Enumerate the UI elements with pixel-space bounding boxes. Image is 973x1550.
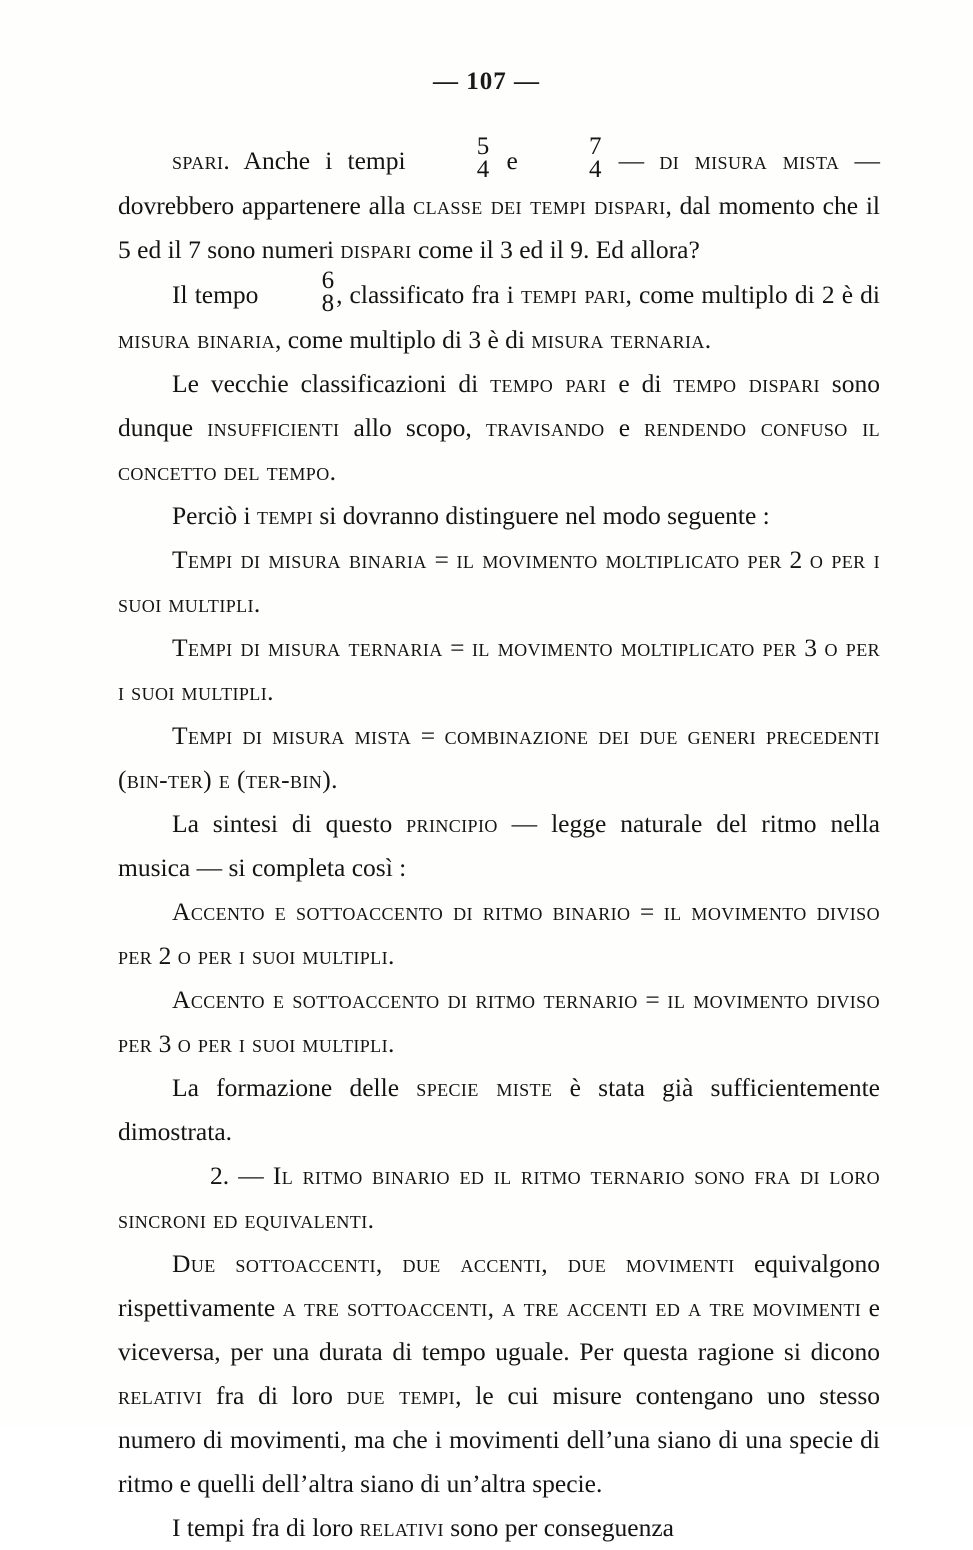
text-run: e di — [606, 369, 674, 398]
small-caps-run: principio — [406, 809, 498, 838]
text-run: allo scopo, — [339, 413, 486, 442]
text-run: = — [442, 633, 473, 662]
small-caps-run: tempi pari — [521, 279, 626, 309]
text-run: Il tempo — [172, 279, 266, 309]
small-caps-run: specie miste — [416, 1073, 553, 1102]
paragraph — [118, 1242, 880, 1506]
small-caps-run: il movimento moltiplicato per — [472, 633, 797, 662]
text-run: = — [637, 985, 668, 1014]
text-run: = — [411, 721, 445, 750]
small-caps-run: rendendo confuso il concetto del tempo — [118, 413, 881, 486]
fraction-denominator: 8 — [321, 290, 335, 317]
text-run: , dal momento che il 5 ed il 7 sono numeri — [118, 191, 881, 264]
small-caps-run: di misura mista — [659, 145, 840, 175]
text-run: 2 — [152, 941, 178, 970]
text-run: , classificato fra i — [336, 279, 522, 309]
paragraph — [118, 538, 880, 626]
text-run: — legge naturale del ritmo nella musica — si completa così : — [118, 809, 880, 882]
text-run: e viceversa, per una durata di tempo uguale. Per questa ragione si dicono — [118, 1293, 880, 1366]
text-run: è stata già sufficientemente dimostrata. — [118, 1073, 880, 1146]
small-caps-run: combinazione dei due generi precedenti (bin-ter) e (ter-bin) — [118, 721, 880, 794]
small-caps-run: Tempi di misura mista — [172, 721, 412, 750]
text-run: e — [491, 145, 533, 175]
small-caps-run: travisando — [485, 413, 605, 442]
small-caps-run: Il ritmo binario ed il ritmo ternario sono fra di loro sincroni ed equivalenti — [118, 1161, 880, 1234]
time-signature-fraction — [268, 267, 335, 317]
small-caps-run: dispari — [340, 235, 412, 264]
text-run: = — [630, 897, 664, 926]
small-caps-run: a tre sottoaccenti, a tre accenti ed a tre movimenti — [282, 1293, 862, 1322]
text-run: La formazione delle — [172, 1073, 417, 1102]
small-caps-run: tempi — [256, 501, 313, 530]
small-caps-run: misura ternaria — [531, 325, 705, 354]
paragraph — [118, 802, 880, 890]
text-run: 3 — [796, 633, 825, 662]
text-run: sono dunque — [118, 369, 880, 442]
small-caps-run: o per i suoi multipli — [177, 1029, 388, 1058]
small-caps-run: o per i suoi multipli — [118, 545, 880, 618]
text-run: fra di loro — [202, 1381, 347, 1410]
small-caps-run: classe dei tempi dispari — [413, 191, 666, 220]
paragraph — [118, 133, 881, 272]
paragraph — [118, 494, 880, 538]
fraction-numerator: 7 — [588, 133, 602, 160]
text-run: come il 3 ed il 9. Ed allora? — [411, 235, 700, 264]
text-run: . — [704, 325, 712, 354]
text-run: Le vecchie classificazioni di — [172, 369, 491, 398]
text-run: . — [267, 677, 274, 706]
text-run: , come multiplo di 3 è di — [275, 325, 532, 354]
text-run: — — [603, 145, 660, 175]
small-caps-run: Tempi di misura binaria — [172, 545, 427, 574]
small-caps-run: o per i suoi multipli — [118, 633, 880, 706]
paragraph — [118, 1506, 880, 1550]
small-caps-run: il movimento moltiplicato per — [456, 545, 782, 574]
paragraph — [118, 890, 880, 978]
small-caps-run: Accento e sottoaccento di ritmo ternario — [172, 985, 638, 1014]
text-run: I tempi fra di loro — [172, 1513, 360, 1542]
text-run: . — [387, 941, 395, 970]
text-run: , le cui misure contengano uno stesso numero di movimenti, ma che i movimenti dell’una siano di una specie di ritmo e quelli dell’altra siano di un’altra specie. — [118, 1381, 881, 1498]
small-caps-run: tempo dispari — [673, 369, 820, 398]
small-caps-run: Accento e sottoaccento di ritmo binario — [172, 897, 631, 926]
small-caps-run: due tempi — [346, 1381, 456, 1410]
paragraph — [118, 267, 880, 362]
text-run: e — [604, 413, 645, 442]
time-signature-fraction — [423, 133, 490, 183]
small-caps-run: tempo pari — [490, 369, 607, 398]
fraction-denominator: 4 — [476, 156, 490, 183]
small-caps-run: il movimento diviso per — [118, 985, 880, 1058]
time-signature-fraction — [535, 133, 602, 183]
small-caps-run: il movimento diviso per — [118, 897, 880, 970]
small-caps-run: relativi — [359, 1513, 444, 1542]
paragraph — [118, 362, 880, 494]
text-run: = — [426, 545, 457, 574]
small-caps-run: spari — [172, 145, 224, 175]
text-run: 2. — — [210, 1161, 273, 1190]
text-run: 3 — [152, 1029, 178, 1058]
fraction-denominator: 4 — [588, 156, 602, 183]
text-run: si dovranno distinguere nel modo seguente : — [312, 501, 770, 530]
fraction-numerator: 6 — [321, 267, 335, 294]
small-caps-run: insufficienti — [207, 413, 340, 442]
text-run: . — [331, 765, 338, 794]
text-run: equivalgono rispettivamente — [118, 1249, 880, 1322]
text-run: sono per conseguenza — [443, 1513, 674, 1542]
small-caps-run: o per i suoi multipli — [177, 941, 388, 970]
paragraph — [118, 978, 880, 1066]
text-run: . Anche i tempi — [223, 145, 421, 175]
text-run: . — [367, 1205, 374, 1234]
page-number: — 107 — — [433, 68, 540, 95]
text-run: 2 — [781, 545, 810, 574]
paragraph — [118, 626, 880, 714]
small-caps-run: relativi — [118, 1381, 203, 1410]
page-body-text — [118, 133, 881, 1550]
small-caps-run: Due sottoaccenti, due accenti, due movimenti — [172, 1249, 735, 1278]
text-run: La sintesi di questo — [172, 809, 407, 838]
text-run: . — [329, 457, 336, 486]
paragraph — [118, 714, 880, 802]
text-run: . — [253, 589, 261, 618]
small-caps-run: Tempi di misura ternaria — [172, 633, 443, 662]
small-caps-run: misura binaria — [118, 325, 275, 354]
text-run: . — [387, 1029, 395, 1058]
fraction-numerator: 5 — [476, 133, 490, 160]
text-run: , come multiplo di 2 è di — [625, 279, 880, 309]
text-run: — dovrebbero appartenere alla — [118, 145, 880, 220]
paragraph — [118, 1154, 880, 1242]
paragraph — [118, 1066, 880, 1154]
text-run: Perciò i — [172, 501, 257, 530]
